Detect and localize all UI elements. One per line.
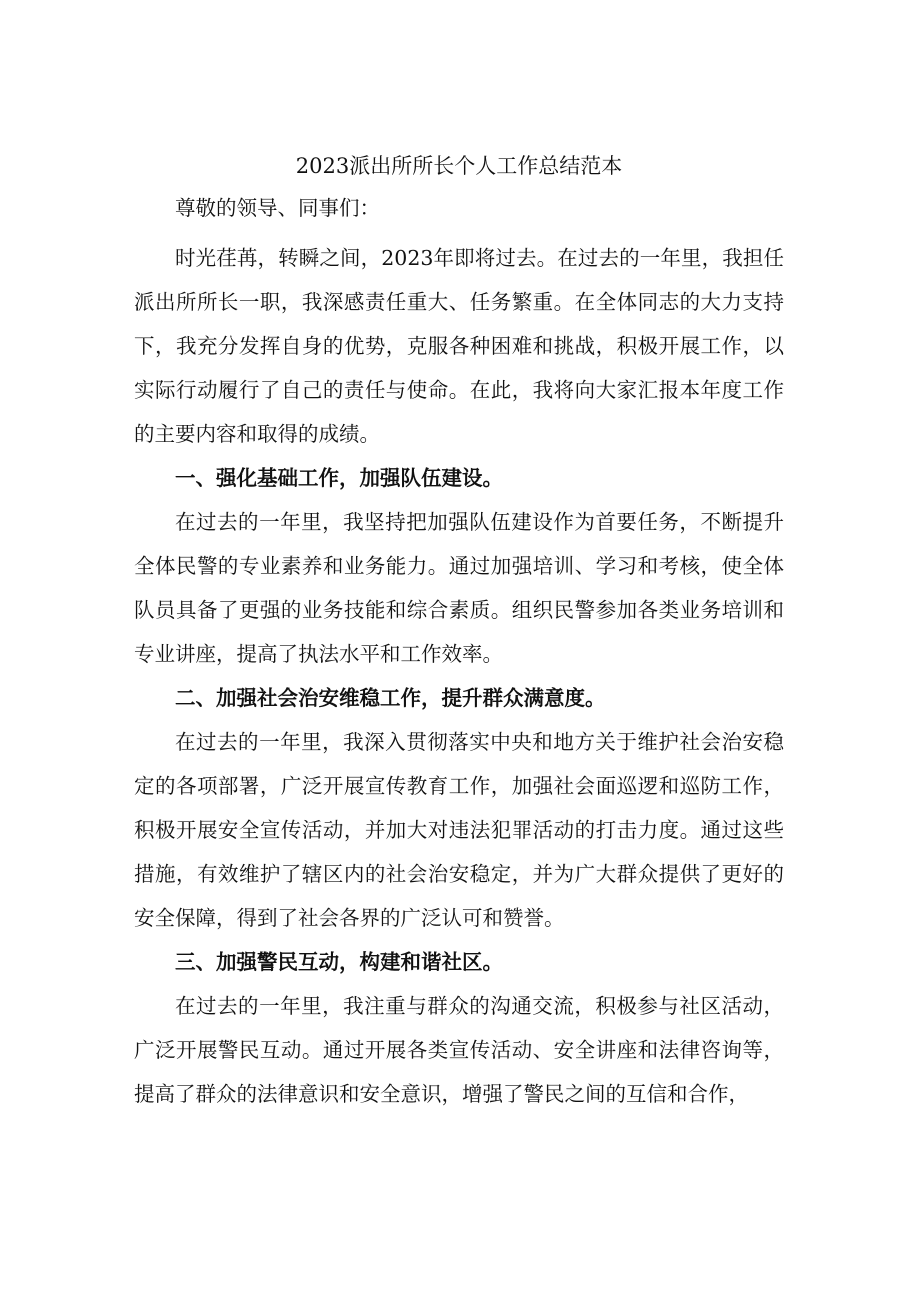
paragraph-intro: 时光荏苒，转瞬之间，2023年即将过去。在过去的一年里，我担任派出所所长一职，我深感责任重大、任务繁重。在全体同志的大力支持下，我充分发挥自身的优势，克服各种困难和挑战，积极开展工作，以实际行动履行了自己的责任与使命。在此，我将向大家汇报本年度工作的主要内容和取得的成绩。 <box>134 246 784 446</box>
document-title: 2023派出所所长个人工作总结范本 <box>295 154 623 178</box>
paragraph-section-1: 在过去的一年里，我坚持把加强队伍建设作为首要任务，不断提升全体民警的专业素养和业务能力。通过加强培训、学习和考核，使全体队员具备了更强的业务技能和综合素质。组织民警参加各类业务培训和专业讲座，提高了执法水平和工作效率。 <box>134 510 784 666</box>
section-heading-2: 二、加强社会治安维稳工作，提升群众满意度。 <box>175 686 606 710</box>
salutation: 尊敬的领导、同事们： <box>175 196 380 220</box>
section-heading-1: 一、强化基础工作，加强队伍建设。 <box>175 466 503 490</box>
paragraph-section-2: 在过去的一年里，我深入贯彻落实中央和地方关于维护社会治安稳定的各项部署，广泛开展宣传教育工作，加强社会面巡逻和巡防工作，积极开展安全宣传活动，并加大对违法犯罪活动的打击力度。通过这些措施，有效维护了辖区内的社会治安稳定，并为广大群众提供了更好的安全保障，得到了社会各界的广泛认可和赞誉。 <box>134 730 784 930</box>
section-heading-3: 三、加强警民互动，构建和谐社区。 <box>175 950 503 974</box>
paragraph-section-3: 在过去的一年里，我注重与群众的沟通交流，积极参与社区活动，广泛开展警民互动。通过开展各类宣传活动、安全讲座和法律咨询等，提高了群众的法律意识和安全意识，增强了警民之间的互信和合作， <box>134 994 784 1106</box>
